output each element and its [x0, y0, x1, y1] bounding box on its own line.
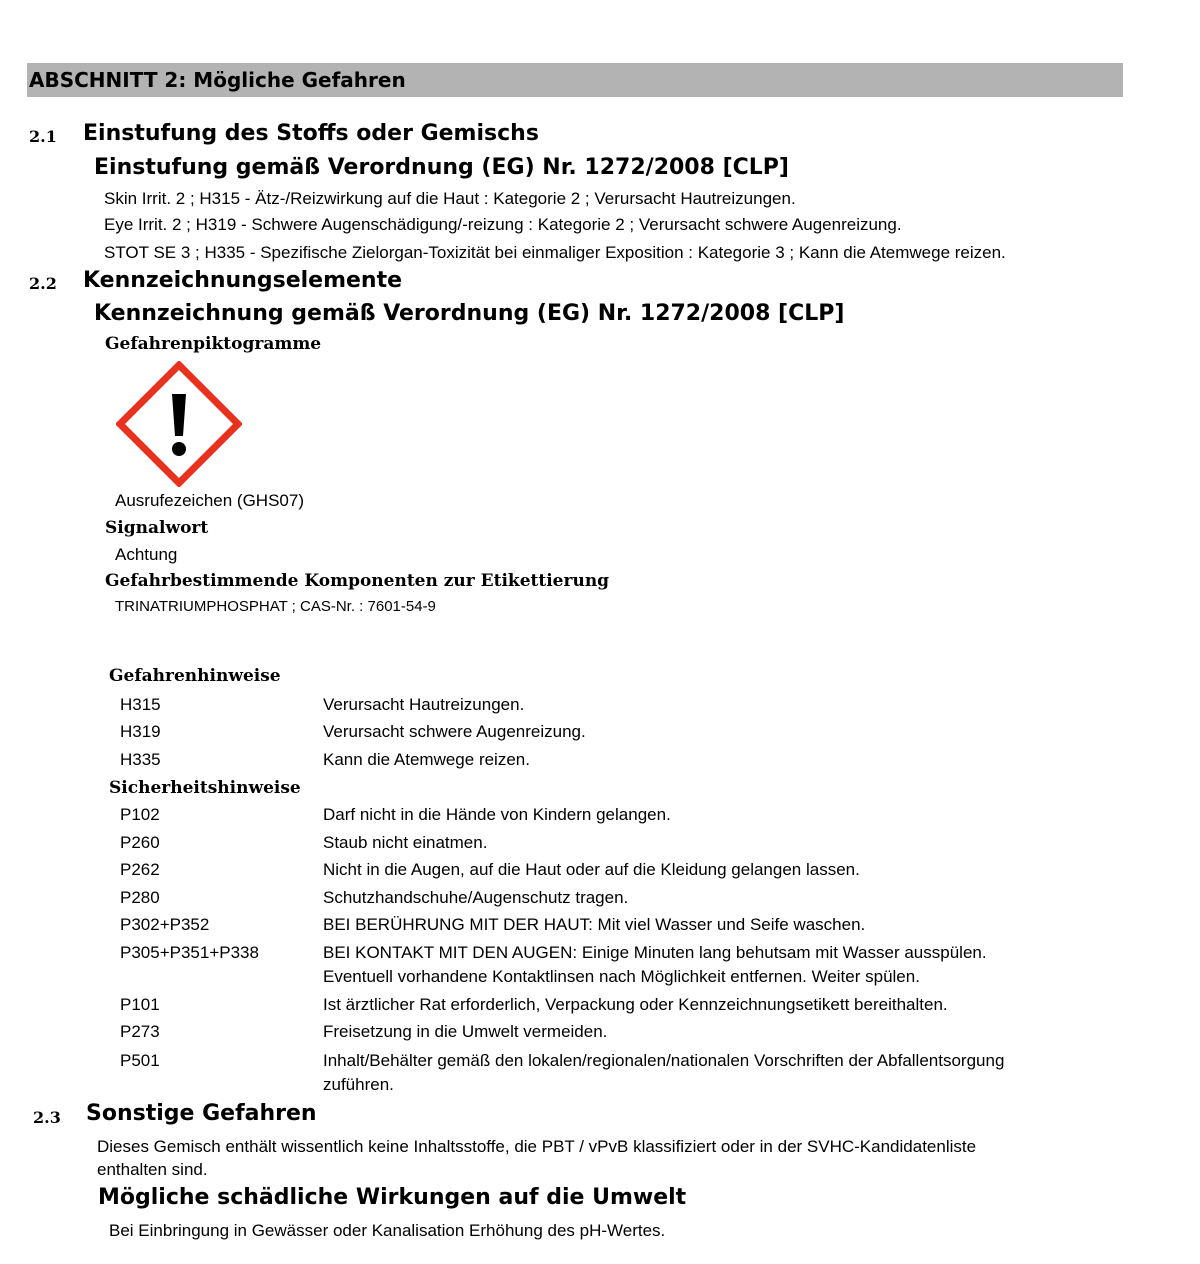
precaution-text: Freisetzung in die Umwelt vermeiden.	[323, 1022, 608, 1041]
precaution-text: BEI KONTAKT MIT DEN AUGEN: Einige Minuten lang behutsam mit Wasser ausspülen.	[323, 943, 987, 962]
other-hazards-text-continued: enthalten sind.	[97, 1160, 208, 1179]
precaution-text: Nicht in die Augen, auf die Haut oder auf die Kleidung gelangen lassen.	[323, 860, 860, 879]
hazard-code: H315	[120, 695, 161, 714]
precaution-code: P305+P351+P338	[120, 943, 259, 962]
precaution-code: P273	[120, 1022, 160, 1041]
section-2-2-subtitle: Kennzeichnung gemäß Verordnung (EG) Nr. 1272/2008 [CLP]	[94, 301, 845, 326]
precaution-text: Staub nicht einatmen.	[323, 833, 488, 852]
precaution-code: P101	[120, 995, 160, 1014]
environment-effects-text: Bei Einbringung in Gewässer oder Kanalisation Erhöhung des pH-Wertes.	[109, 1221, 666, 1240]
precaution-text-continued: Eventuell vorhandene Kontaktlinsen nach Möglichkeit entfernen. Weiter spülen.	[323, 967, 920, 986]
signal-word-label: Signalwort	[105, 518, 209, 538]
hazard-text: Verursacht Hautreizungen.	[323, 695, 525, 714]
precaution-text: BEI BERÜHRUNG MIT DER HAUT: Mit viel Wasser und Seife waschen.	[323, 915, 866, 934]
hazard-statements-label: Gefahrenhinweise	[109, 666, 281, 686]
ghs07-exclamation-icon	[116, 361, 242, 487]
precaution-text: Darf nicht in die Hände von Kindern gelangen.	[323, 805, 671, 824]
section-2-2-number: 2.2	[29, 274, 57, 293]
precaution-code: P262	[120, 860, 160, 879]
classification-line: Skin Irrit. 2 ; H315 - Ätz-/Reizwirkung auf die Haut : Kategorie 2 ; Verursacht Hautreizungen.	[104, 189, 796, 208]
pictogram-caption: Ausrufezeichen (GHS07)	[115, 491, 304, 510]
classification-line: Eye Irrit. 2 ; H319 - Schwere Augenschädigung/-reizung : Kategorie 2 ; Verursacht schwere Augenreizung.	[104, 215, 902, 234]
section-2-3-number: 2.3	[33, 1108, 61, 1127]
section-2-2-title: Kennzeichnungselemente	[83, 268, 403, 293]
hazard-code: H335	[120, 750, 161, 769]
section-2-1-title: Einstufung des Stoffs oder Gemischs	[83, 121, 539, 146]
components-label: Gefahrbestimmende Komponenten zur Etikettierung	[105, 571, 610, 591]
classification-line: STOT SE 3 ; H335 - Spezifische Zielorgan-Toxizität bei einmaliger Exposition : Kategorie 3 ; Kann die Atemwege reizen.	[104, 243, 1006, 262]
section-2-1-subtitle: Einstufung gemäß Verordnung (EG) Nr. 1272/2008 [CLP]	[94, 155, 789, 180]
pictograms-label: Gefahrenpiktogramme	[105, 334, 322, 354]
precaution-code: P260	[120, 833, 160, 852]
precaution-code: P501	[120, 1051, 160, 1070]
environment-effects-title: Mögliche schädliche Wirkungen auf die Umwelt	[98, 1185, 687, 1210]
precaution-text: Inhalt/Behälter gemäß den lokalen/regionalen/nationalen Vorschriften der Abfallentsorgung	[323, 1051, 1005, 1070]
signal-word-value: Achtung	[115, 545, 178, 564]
components-value: TRINATRIUMPHOSPHAT ; CAS-Nr. : 7601-54-9	[115, 598, 436, 615]
section-title: ABSCHNITT 2: Mögliche Gefahren	[29, 68, 406, 92]
other-hazards-text: Dieses Gemisch enthält wissentlich keine Inhaltsstoffe, die PBT / vPvB klassifiziert oder in der SVHC-Kandidatenliste	[97, 1137, 977, 1156]
hazard-text: Kann die Atemwege reizen.	[323, 750, 530, 769]
section-2-1-number: 2.1	[29, 127, 57, 146]
precaution-code: P280	[120, 888, 160, 907]
precaution-text-continued: zuführen.	[323, 1075, 394, 1094]
precaution-code: P302+P352	[120, 915, 210, 934]
precaution-text: Ist ärztlicher Rat erforderlich, Verpackung oder Kennzeichnungsetikett bereithalten.	[323, 995, 948, 1014]
precaution-code: P102	[120, 805, 160, 824]
section-2-3-title: Sonstige Gefahren	[86, 1101, 317, 1126]
hazard-text: Verursacht schwere Augenreizung.	[323, 722, 586, 741]
hazard-code: H319	[120, 722, 161, 741]
precaution-text: Schutzhandschuhe/Augenschutz tragen.	[323, 888, 629, 907]
precautionary-statements-label: Sicherheitshinweise	[109, 778, 301, 798]
